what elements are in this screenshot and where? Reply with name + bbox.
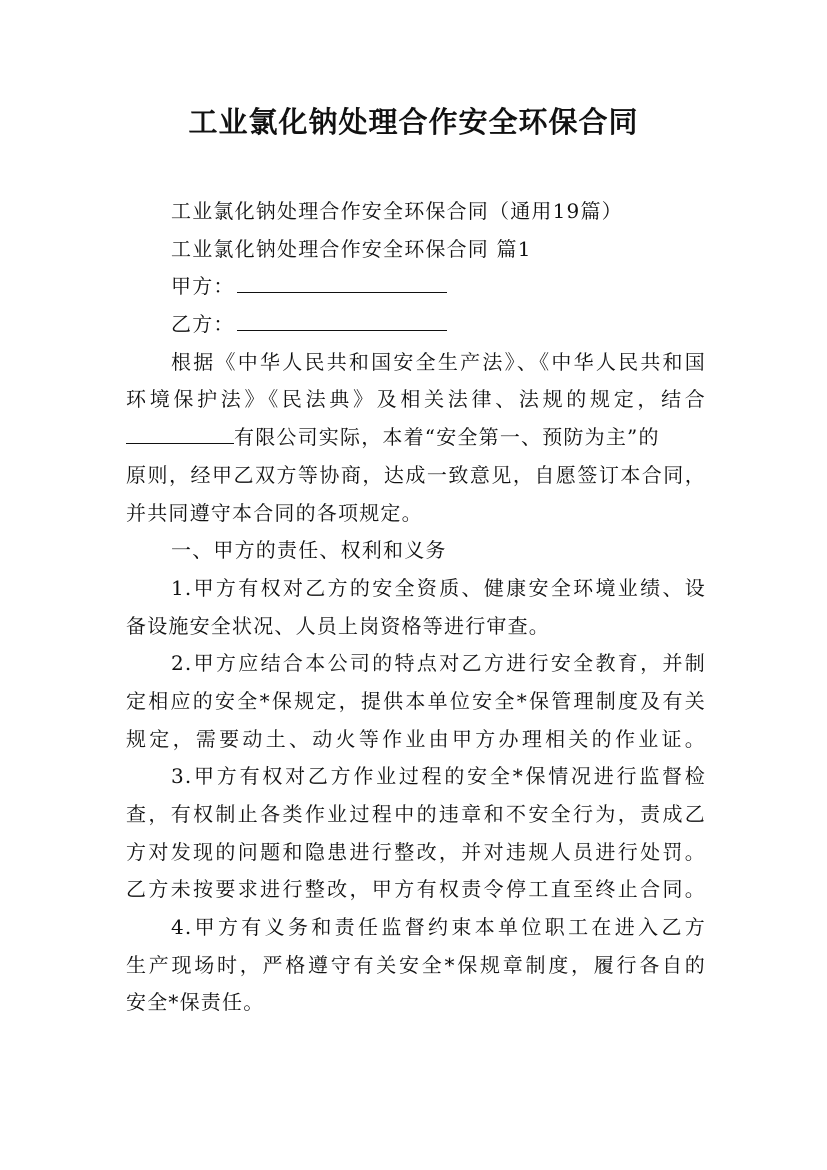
paragraph-line: 原则，经甲乙双方等协商，达成一致意见，自愿签订本合同， — [126, 462, 706, 487]
chapter-heading: 工业氯化钠处理合作安全环保合同 篇1 — [171, 236, 532, 261]
paragraph-line: 4.甲方有义务和责任监督约束本单位职工在进入乙方 — [171, 915, 706, 940]
paragraph-line: 方对发现的问题和隐患进行整改，并对违规人员进行处罚。 — [126, 839, 706, 864]
paragraph-line: 定相应的安全*保规定，提供本单位安全*保管理制度及有关 — [126, 688, 706, 713]
company-line-text: 有限公司实际，本着“安全第一、预防为主”的 — [234, 425, 660, 450]
document-body — [126, 193, 706, 1022]
company-line — [126, 419, 706, 457]
paragraph-line: 并共同遵守本合同的各项规定。 — [126, 500, 423, 525]
party-b-label: 乙方： — [171, 312, 235, 337]
paragraph-line: 1.甲方有权对乙方的安全资质、健康安全环境业绩、设 — [171, 575, 706, 600]
paragraph-line: 查，有权制止各类作业过程中的违章和不安全行为，责成乙 — [126, 802, 706, 826]
party-a-label: 甲方： — [171, 274, 235, 299]
paragraph-line: 安全*保责任。 — [126, 990, 265, 1015]
subtitle-line: 工业氯化钠处理合作安全环保合同（通用19篇） — [171, 199, 623, 223]
party-b-blank — [237, 308, 447, 331]
party-a-blank — [237, 270, 447, 293]
paragraph-line: 根据《中华人民共和国安全生产法》、《中华人民共和国 — [171, 349, 706, 374]
party-a-line — [126, 268, 706, 306]
paragraph-line: 2.甲方应结合本公司的特点对乙方进行安全教育，并制 — [171, 651, 706, 676]
paragraph-line: 生产现场时，严格遵守有关安全*保规章制度，履行各自的 — [126, 952, 706, 977]
paragraph-line: 备设施安全状况、人员上岗资格等进行审查。 — [126, 613, 550, 638]
paragraph-line: 3.甲方有权对乙方作业过程的安全*保情况进行监督检 — [171, 764, 706, 789]
paragraph-line: 规定，需要动土、动火等作业由甲方办理相关的作业证。 — [126, 726, 706, 751]
section-heading: 一、甲方的责任、权利和义务 — [171, 538, 447, 563]
party-b-line — [126, 306, 706, 344]
paragraph-line: 环境保护法》《民法典》及相关法律、法规的规定，结合 — [126, 387, 706, 412]
company-blank — [126, 421, 234, 444]
paragraph-line: 乙方未按要求进行整改，甲方有权责令停工直至终止合同。 — [126, 877, 706, 902]
document-title: 工业氯化钠处理合作安全环保合同 — [188, 105, 639, 139]
